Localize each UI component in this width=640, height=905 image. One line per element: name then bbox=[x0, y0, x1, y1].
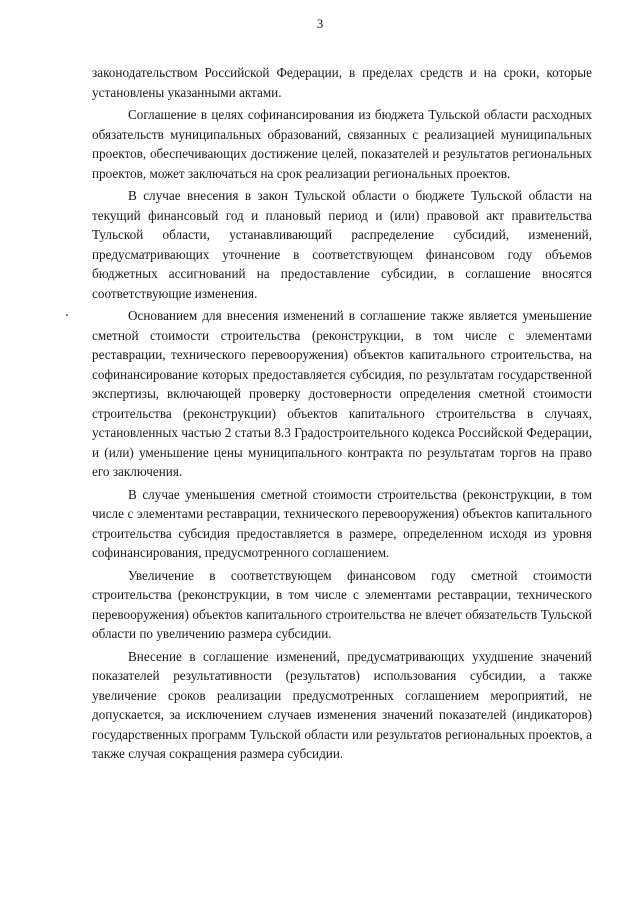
margin-mark bbox=[66, 314, 68, 316]
page-number: 3 bbox=[316, 16, 324, 31]
paragraph-agreement-term: Соглашение в целях софинансирования из бюджета Тульской области расходных обязательств муниципальных образований, связанных с реализацией муниципальных проектов, обеспечивающих достижение целей, показателей и результатов региональных проектов, может заключаться на срок реализации региональных проектов. bbox=[92, 107, 592, 181]
document-body bbox=[92, 63, 592, 767]
paragraph-cost-reduction-basis: Основанием для внесения изменений в соглашение также является уменьшение сметной стоимости строительства (реконструкции, в том числе с элементами реставрации, технического перевооружения) объектов капитального строительства, на софинансирование которых предоставляется субсидия, по результатам государственной экспертизы, включающей проверку достоверности определения сметной стоимости строительства (реконструкции) объектов капитального строительства в случаях, установленных частью 2 статьи 8.3 Градостроительного кодекса Российской Федерации, и (или) уменьшение цены муниципального контракта по результатам торгов на право его заключения. bbox=[92, 308, 592, 479]
paragraph-cost-increase: Увеличение в соответствующем финансовом году сметной стоимости строительства (реконструкции, в том числе с элементами реставрации, технического перевооружения) объектов капитального строительства не влечет обязательств Тульской области по увеличению размера субсидии. bbox=[92, 567, 592, 641]
paragraph-budget-law-changes: В случае внесения в закон Тульской области о бюджете Тульской области на текущий финансовый год и плановый период и (или) правовой акт правительства Тульской области, устанавливающий распределение субсидий, изменений, предусматривающих уточнение в соответствующем финансовом году объемов бюджетных ассигнований на предоставление субсидии, в соглашение вносятся соответствующие изменения. bbox=[92, 188, 592, 301]
paragraph-continuation: законодательством Российской Федерации, в пределах средств и на сроки, которые установлены указанными актами. bbox=[92, 65, 592, 100]
paragraph-worsening-indicators: Внесение в соглашение изменений, предусматривающих ухудшение значений показателей результативности (результатов) использования субсидии, а также увеличение сроков реализации предусмотренных соглашением мероприятий, не допускается, за исключением случаев изменения значений показателей (индикаторов) государственных программ Тульской области или результатов региональных проектов, а также случая сокращения размера субсидии. bbox=[92, 648, 592, 761]
paragraph-cost-reduction-subsidy: В случае уменьшения сметной стоимости строительства (реконструкции, в том числе с элементами реставрации, технического перевооружения) объектов капитального строительства субсидия предоставляется в размере, определенном исходя из уровня софинансирования, предусмотренного соглашением. bbox=[92, 486, 592, 560]
